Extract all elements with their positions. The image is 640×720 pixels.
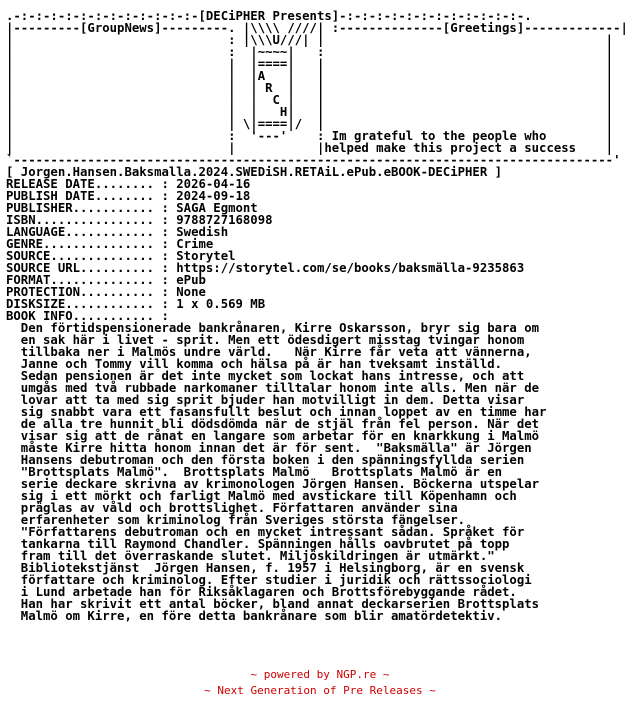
nfo-line: Sedan pensionen är det inte mycket som lockat hans intresse, och att bbox=[6, 369, 525, 383]
nfo-line: sig i ett mörkt och farligt Malmö med avstickare till Köpenhamn och bbox=[6, 489, 517, 503]
nfo-line: |---------[GroupNews]---------. |\\\\ ////| :--------------[Greetings]-------------| bbox=[6, 21, 628, 35]
nfo-line: Malmö om Kirre, en före detta bankrånare som blir amatördetektiv. bbox=[6, 609, 503, 623]
nfo-line: författare och kriminolog. Efter studier i juridik och rättssociologi bbox=[6, 573, 532, 587]
nfo-line: [ Jorgen.Hansen.Baksmalla.2024.SWEDiSH.RETAiL.ePub.eBOOK-DECiPHER ] bbox=[6, 165, 503, 179]
nfo-line: | | \|====|/ | | bbox=[6, 117, 614, 131]
nfo-text bbox=[6, 10, 628, 622]
footer-tagline: ~ Next Generation of Pre Releases ~ bbox=[204, 684, 436, 697]
nfo-line: GENRE............... : Crime bbox=[6, 237, 214, 251]
nfo-line: präglas av våld och brottslighet. Författaren använder sina bbox=[6, 501, 458, 515]
nfo-line: tankarna till Raymond Chandler. Spänningen hålls oavbrutet på topp bbox=[6, 537, 510, 551]
nfo-line: i Lund arbetade han för Riksåklagaren och Brottsförebyggande rådet. bbox=[6, 585, 517, 599]
nfo-line: .-:-:-:-:-:-:-:-:-:-:-:-:-[DECiPHER Presents]-:-:-:-:-:-:-:-:-:-:-:-:-. bbox=[6, 9, 532, 23]
nfo-line: DISKSIZE............ : 1 x 0.569 MB bbox=[6, 297, 266, 311]
nfo-line: måste Kirre hitta honom innan det är för sent. "Baksmälla" är Jörgen bbox=[6, 441, 532, 455]
nfo-line: BOOK INFO........... : bbox=[6, 309, 169, 323]
nfo-line: "Författarens debutroman och en mycket intressant sådan. Språket för bbox=[6, 525, 525, 539]
nfo-line: | | | R | | | bbox=[6, 81, 614, 95]
nfo-line: Janne och Tommy vill komma och hälsa på är han tveksamt inställd. bbox=[6, 357, 503, 371]
nfo-line: Bibliotekstjänst Jörgen Hansen, f. 1957 i Helsingborg, är en svensk bbox=[6, 561, 525, 575]
nfo-line: RELEASE DATE........ : 2026-04-16 bbox=[6, 177, 251, 191]
nfo-line: Den förtidspensionerade bankrånaren, Kirre Oskarsson, bryr sig bara om bbox=[6, 321, 540, 335]
nfo-line: visar sig att de rånat en langare som arbetar för en knarkkung i Malmö bbox=[6, 429, 540, 443]
nfo-line: PROTECTION.......... : None bbox=[6, 285, 206, 299]
nfo-line: tillbaka ner i Malmös undre värld. När Kirre får veta att vännerna, bbox=[6, 345, 532, 359]
nfo-line: umgås med två rubbade narkomaner tilltalar honom inte alls. Men när de bbox=[6, 381, 540, 395]
nfo-line: FORMAT.............. : ePub bbox=[6, 273, 206, 287]
nfo-line: serie deckare skrivna av krimonologen Jörgen Hansen. Böckerna utspelar bbox=[6, 477, 540, 491]
nfo-line: en sak här i livet - sprit. Men ett ödesdigert misstag tvingar honom bbox=[6, 333, 525, 347]
footer-powered-by: ~ powered by NGP.re ~ bbox=[250, 668, 390, 681]
nfo-line: | | |helped make this project a success | bbox=[6, 141, 614, 155]
nfo-line: erfarenheter som kriminolog från Sveriges största fängelser. bbox=[6, 513, 466, 527]
nfo-line: PUBLISH DATE........ : 2024-09-18 bbox=[6, 189, 251, 203]
nfo-line: fram till det överraskande slutet. Miljöskildringen är utmärkt." bbox=[6, 549, 495, 563]
nfo-line: SOURCE URL.......... : https://storytel.com/se/books/baksmälla-9235863 bbox=[6, 261, 525, 275]
nfo-line: `---------------------------------------------------------------------------------' bbox=[6, 153, 621, 167]
nfo-line: de alla tre hunnit bli dödsdömda när de stjäl från fel person. När det bbox=[6, 417, 540, 431]
nfo-line: | | | C | | | bbox=[6, 93, 614, 107]
nfo-line: | | |====| | | bbox=[6, 57, 614, 71]
nfo-line: | : |~~~~| : | bbox=[6, 45, 614, 59]
nfo-line: "Brottsplats Malmö". Brottsplats Malmö Brottsplats Malmö är en bbox=[6, 465, 503, 479]
nfo-line: lovar att ta med sig sprit bjuder han motvilligt in dem. Detta visar bbox=[6, 393, 525, 407]
nfo-line: LANGUAGE............ : Swedish bbox=[6, 225, 229, 239]
nfo-line: | | |A | | | bbox=[6, 69, 614, 83]
nfo-line: ISBN................ : 9788727168098 bbox=[6, 213, 273, 227]
nfo-line: | : |\\\U///| | | bbox=[6, 33, 614, 47]
nfo-line: SOURCE.............. : Storytel bbox=[6, 249, 236, 263]
nfo-line: PUBLISHER........... : SAGA Egmont bbox=[6, 201, 258, 215]
nfo-line: Hansens debutroman och den första boken i den spänningsfyllda serien bbox=[6, 453, 525, 467]
nfo-line: | | | H| | | bbox=[6, 105, 614, 119]
nfo-line: sig snabbt vara ett fasansfullt beslut och innan loppet av en timme har bbox=[6, 405, 547, 419]
nfo-line: Han har skrivit ett antal böcker, bland annat deckarserien Brottsplats bbox=[6, 597, 540, 611]
nfo-line: | : '---' : Im grateful to the people who | bbox=[6, 129, 614, 143]
